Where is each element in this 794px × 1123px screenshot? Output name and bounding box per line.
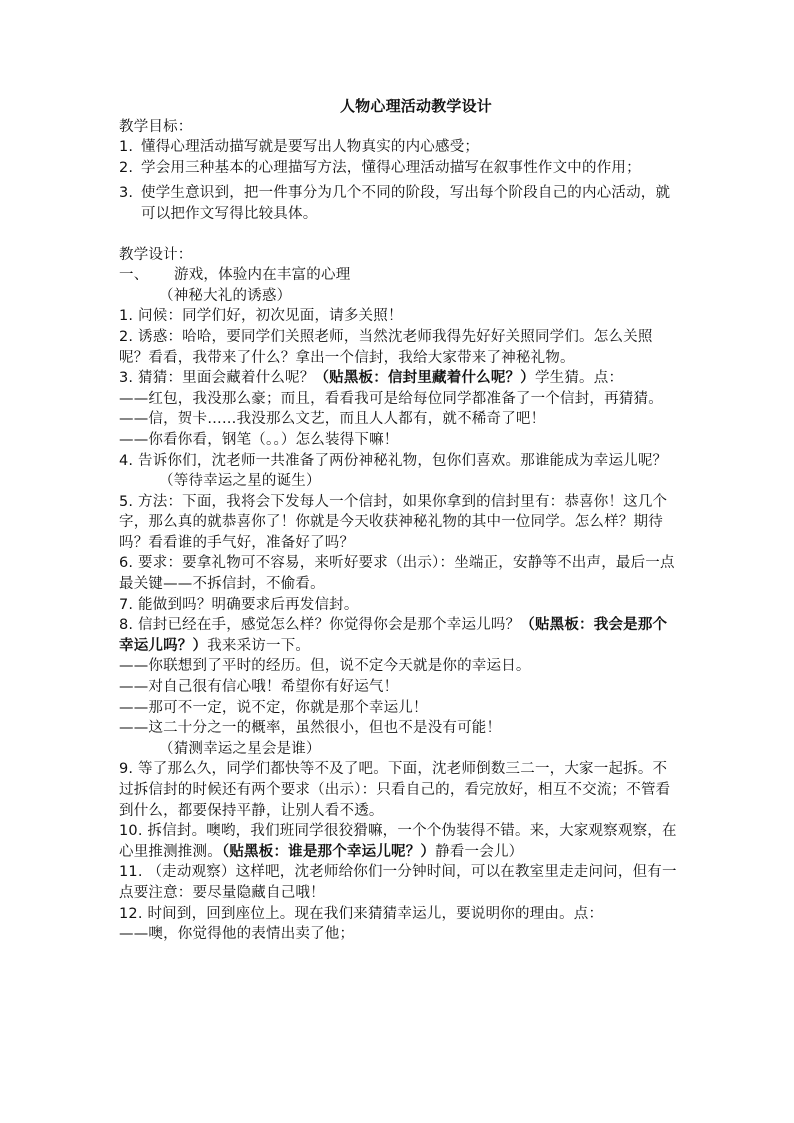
document-title: 人物心理活动教学设计 xyxy=(339,97,492,115)
blackboard-note: （贴黑板：谁是那个幸运儿呢？） xyxy=(221,843,436,860)
section-number: 一、 xyxy=(119,267,149,284)
dialogue-line: ——这二十分之一的概率，虽然很小，但也不是没有可能！ xyxy=(119,720,502,737)
paragraph-11: 11. （走动观察）这样吧，沈老师给你们一分钟时间，可以在教室里走走问问，但有一点要注意：要尽量隐藏自己哦！ xyxy=(119,864,677,901)
objective-text: 懂得心理活动描写就是要写出人物真实的内心感受； xyxy=(141,139,480,156)
objectives-heading: 教学目标： xyxy=(119,118,193,135)
design-heading: 教学设计： xyxy=(119,246,193,263)
section-heading xyxy=(119,265,679,286)
objective-number: 1. xyxy=(119,139,134,156)
paragraph-8-tail: 我来采访一下。 xyxy=(207,637,311,654)
blackboard-note: （贴黑板：我会是那个幸运儿吗？） xyxy=(119,617,668,654)
objective-text: 学会用三种基本的心理描写方法，懂得心理活动描写在叙事性作文中的作用； xyxy=(141,159,641,176)
section-title: 游戏，体验内在丰富的心理 xyxy=(174,267,351,284)
subsection-label: （等待幸运之星的诞生） xyxy=(159,473,321,490)
paragraph-10 xyxy=(119,821,679,862)
document-page xyxy=(119,96,679,945)
paragraph-10-tail: 静看一会儿） xyxy=(435,843,524,860)
dialogue-line: ——红包，我没那么豪；而且，看看我可是给每位同学都准备了一个信封，再猜猜。 xyxy=(119,390,663,407)
paragraph-3-text: 3. 猜猜：里面会藏着什么呢？ xyxy=(119,370,315,387)
dialogue-line: ——对自己很有信心哦！希望你有好运气！ xyxy=(119,679,399,696)
subsection-label: （猜测幸运之星会是谁） xyxy=(159,740,321,757)
paragraph-2: 2. 诱惑：哈哈，要同学们关照老师，当然沈老师我得先好好关照同学们。怎么关照呢？看看，我带来了什么？拿出一个信封，我给大家带来了神秘礼物。 xyxy=(119,328,653,366)
blackboard-note: （贴黑板：信封里藏着什么呢？） xyxy=(314,370,535,387)
paragraph-3-tail: 学生猜。点： xyxy=(534,370,624,387)
paragraph-4: 4. 告诉你们，沈老师一共准备了两份神秘礼物，包你们喜欢。那谁能成为幸运儿呢？ xyxy=(119,452,668,469)
paragraph-1: 1. 问候：同学们好，初次见面，请多关照！ xyxy=(119,308,403,325)
objective-item xyxy=(119,183,679,224)
paragraph-12: 12. 时间到，回到座位上。现在我们来猜猜幸运儿，要说明你的理由。点： xyxy=(119,905,604,922)
dialogue-line: ——你联想到了平时的经历。但，说不定今天就是你的幸运日。 xyxy=(119,658,531,675)
objective-text: 使学生意识到，把一件事分为几个不同的阶段，写出每个阶段自己的内心活动，就可以把作文写得比较具体。 xyxy=(141,185,671,222)
objective-number: 2. xyxy=(119,159,134,176)
dialogue-line: ——噢，你觉得他的表情出卖了他； xyxy=(119,926,355,943)
paragraph-7: 7. 能做到吗？明确要求后再发信封。 xyxy=(119,596,359,613)
dialogue-line: ——信，贺卡……我没那么文艺，而且人人都有，就不稀奇了吧！ xyxy=(119,411,546,428)
dialogue-line: ——那可不一定，说不定，你就是那个幸运儿！ xyxy=(119,699,428,716)
paragraph-8-text: 8. 信封已经在手，感觉怎么样？你觉得你会是那个幸运儿吗？ xyxy=(119,617,521,634)
paragraph-10-text: 10. 拆信封。噢哟，我们班同学很狡猾嘛，一个个伪装得不错。来，大家观察观察，在心里推测推测。 xyxy=(119,823,677,860)
paragraph-5: 5. 方法：下面，我将会下发每人一个信封，如果你拿到的信封里有：恭喜你！这几个字，那么真的就恭喜你了！你就是今天收获神秘礼物的其中一位同学。怎么样？期待吗？看看谁的手气好，准备好了吗？ xyxy=(119,493,668,551)
subsection-label: （神秘大礼的诱惑） xyxy=(159,287,292,304)
paragraph-3 xyxy=(119,368,679,389)
objective-item xyxy=(119,158,679,179)
objective-number: 3. xyxy=(119,185,134,202)
dialogue-line: ——你看你看，钢笔（。。）怎么装得下嘛！ xyxy=(119,431,399,448)
paragraph-6: 6. 要求：要拿礼物可不容易，来听好要求（出示）：坐端正，安静等不出声，最后一点最关键——不拆信封，不偷看。 xyxy=(119,555,675,593)
paragraph-8 xyxy=(119,615,679,656)
paragraph-9: 9. 等了那么久，同学们都快等不及了吧。下面，沈老师倒数三二一，大家一起拆。不过拆信封的时候还有两个要求（出示）：只看自己的，看完放好，相互不交流；不管看到什么，都要保持平静，让别人看不透。 xyxy=(119,761,671,819)
objective-item xyxy=(119,137,679,158)
